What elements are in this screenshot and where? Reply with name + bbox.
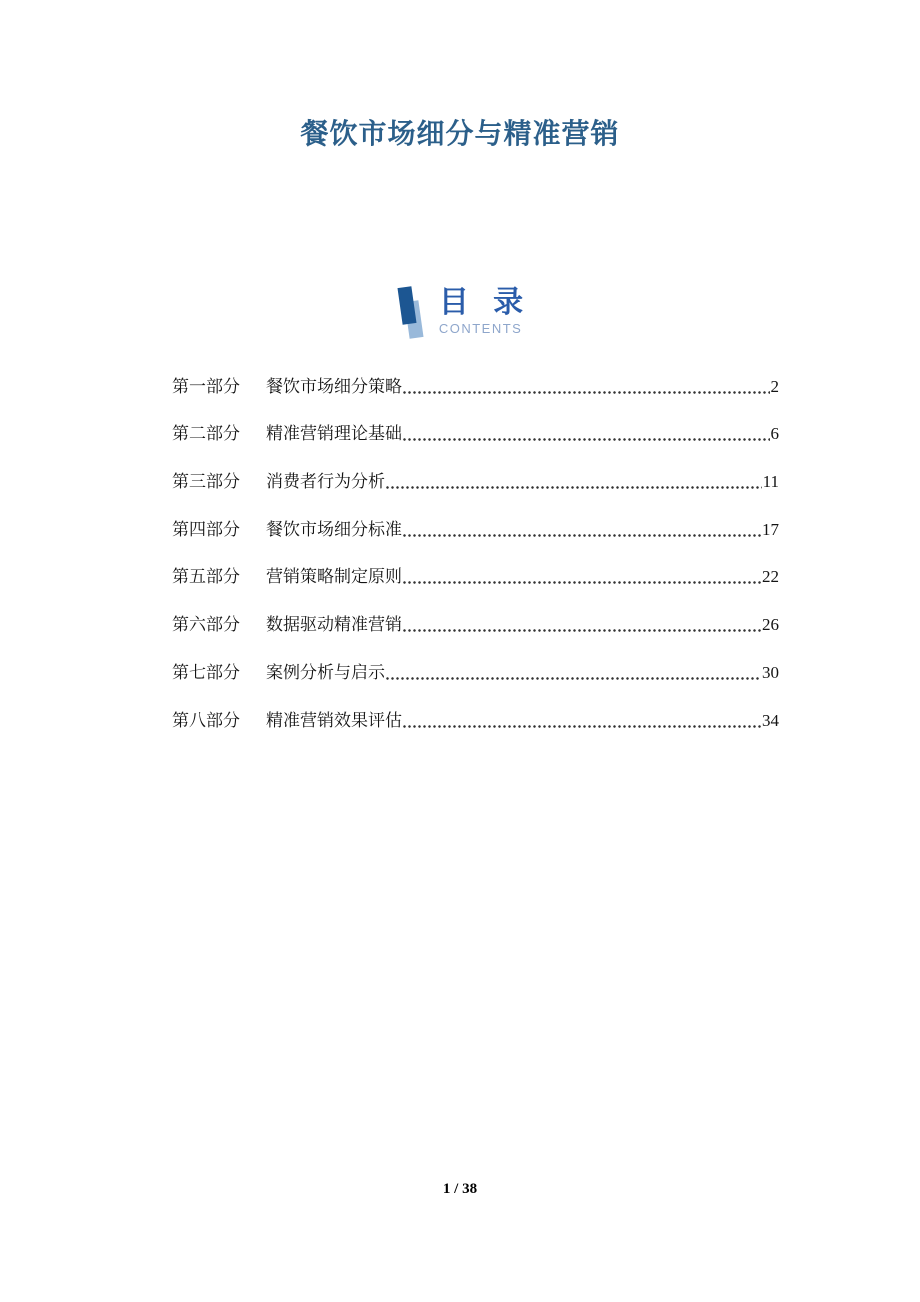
toc-entry-page: 11 (762, 472, 779, 492)
toc-entry-part: 第三部分 (172, 472, 240, 492)
toc-entry-page: 17 (762, 519, 779, 539)
toc-entry-title: 消费者行为分析 (266, 472, 385, 492)
toc-entry-title: 精准营销效果评估 (266, 710, 402, 730)
logo-dark-bar (397, 286, 416, 325)
toc-entry[interactable] (172, 451, 779, 499)
toc-entry-title: 餐饮市场细分策略 (266, 376, 402, 396)
toc-entry[interactable] (172, 404, 779, 452)
dot-leader (403, 438, 770, 441)
toc-entry-page: 30 (762, 662, 779, 682)
toc-entry[interactable] (172, 642, 779, 690)
toc-list (172, 356, 779, 738)
toc-entry-title: 营销策略制定原则 (266, 567, 402, 587)
toc-entry-part: 第五部分 (172, 567, 240, 587)
toc-entry-part: 第八部分 (172, 710, 240, 730)
toc-entry[interactable] (172, 356, 779, 404)
toc-entry-title: 案例分析与启示 (266, 662, 385, 682)
toc-entry-title: 数据驱动精准营销 (266, 615, 402, 635)
toc-entry-part: 第四部分 (172, 519, 240, 539)
toc-subheading: CONTENTS (438, 321, 523, 336)
toc-entry-part: 第二部分 (172, 424, 240, 444)
toc-entry[interactable] (172, 547, 779, 595)
toc-entry-part: 第六部分 (172, 615, 240, 635)
toc-entry-page: 34 (762, 710, 779, 730)
toc-entry-part: 第七部分 (172, 662, 240, 682)
page-number: 1 / 38 (442, 1181, 478, 1197)
dot-leader (403, 534, 761, 537)
toc-header (0, 286, 920, 348)
toc-entry[interactable] (172, 594, 779, 642)
toc-entry-title: 精准营销理论基础 (266, 424, 402, 444)
toc-entry-page: 26 (762, 615, 779, 635)
page-title: 餐饮市场细分与精准营销 (300, 118, 620, 149)
dot-leader (403, 725, 761, 728)
toc-entry-page: 2 (770, 376, 779, 396)
toc-slash-logo-icon (397, 286, 433, 348)
toc-entry[interactable] (172, 499, 779, 547)
dot-leader (403, 629, 761, 632)
toc-entry[interactable] (172, 690, 779, 738)
toc-entry-part: 第一部分 (172, 376, 240, 396)
dot-leader (403, 581, 761, 584)
dot-leader (386, 486, 762, 489)
toc-entry-title: 餐饮市场细分标准 (266, 519, 402, 539)
dot-leader (386, 677, 761, 680)
toc-entry-page: 6 (770, 424, 779, 444)
dot-leader (403, 391, 770, 394)
toc-entry-page: 22 (762, 567, 779, 587)
toc-heading: 目 录 (438, 286, 524, 319)
